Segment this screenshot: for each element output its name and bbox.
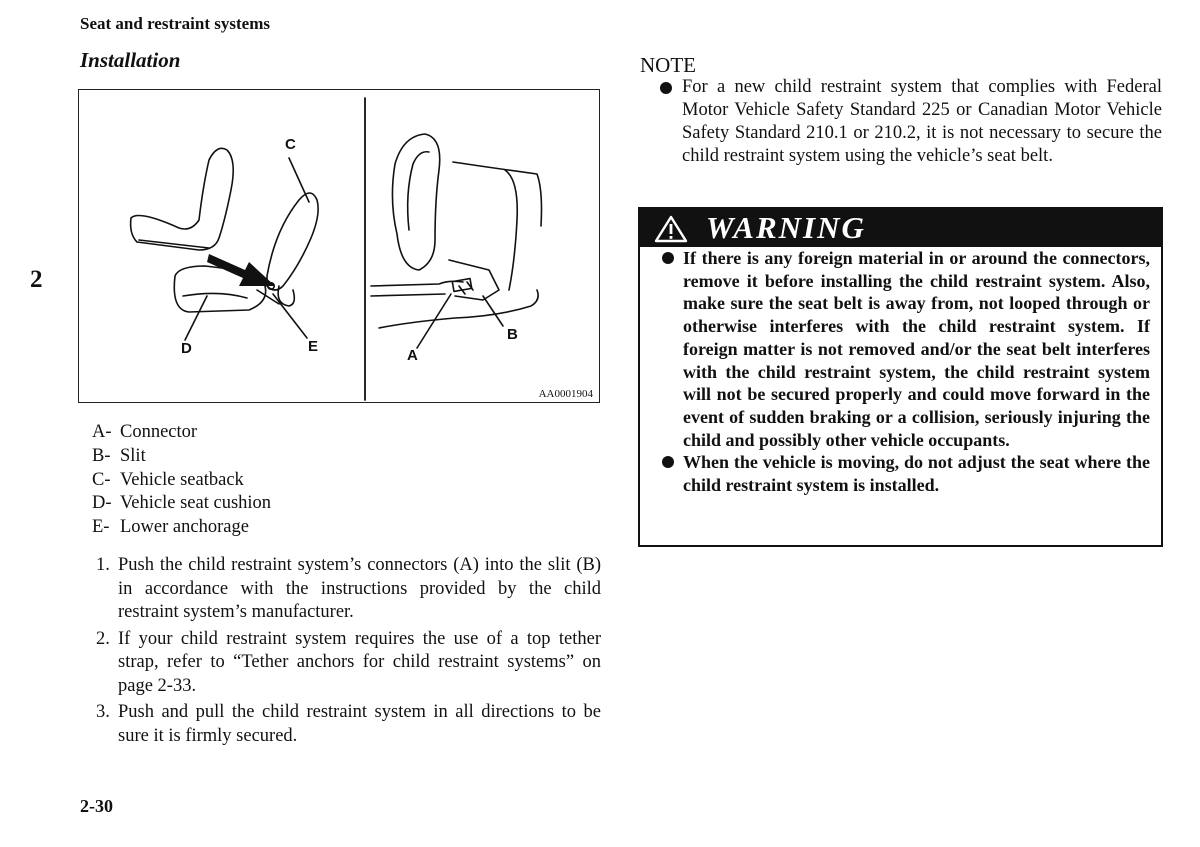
legend-item (92, 421, 271, 445)
step-item (96, 701, 601, 748)
label-b: B (507, 326, 518, 343)
legend-item (92, 516, 271, 540)
step-text: Push and pull the child restraint system in all directions to be sure it is firmly secured. (118, 702, 601, 746)
warning-triangle-icon (654, 215, 688, 243)
step-item (96, 628, 601, 699)
step-number: 3. (96, 702, 110, 722)
legend-key: B- (92, 445, 111, 466)
legend-key: A- (92, 422, 112, 442)
legend-item (92, 492, 271, 516)
label-e: E (308, 338, 319, 355)
legend-item (92, 469, 271, 493)
warning-title: WARNING (706, 210, 866, 245)
bullet-icon (660, 82, 672, 94)
legend-item (92, 445, 271, 469)
figure-legend (92, 421, 271, 540)
legend-text: Lower anchorage (120, 517, 249, 538)
seat-illustration (79, 90, 601, 404)
note-item (660, 76, 1162, 168)
legend-text: Vehicle seatback (120, 469, 244, 490)
warning-text: When the vehicle is moving, do not adjust the seat where the child restraint system is installed. (683, 452, 1150, 496)
step-number: 1. (96, 555, 110, 575)
step-text: Push the child restraint system’s connectors (A) into the slit (B) in accordance with the instructions provided by the child restraint system’s manufacturer. (118, 555, 601, 622)
legend-key: C- (92, 469, 111, 490)
legend-key: E- (92, 517, 110, 538)
warning-list (662, 247, 1150, 497)
label-d: D (181, 340, 192, 357)
installation-steps (96, 554, 601, 751)
label-c: C (285, 136, 296, 153)
page-number: 2-30 (80, 796, 113, 816)
legend-key: D- (92, 493, 112, 514)
warning-item (662, 451, 1150, 496)
legend-text: Slit (120, 445, 146, 466)
note-heading: NOTE (640, 53, 696, 77)
warning-header (640, 209, 1161, 247)
warning-item (662, 247, 1150, 451)
figure-code: AA0001904 (538, 388, 593, 400)
warning-text: If there is any foreign material in or around the connectors, remove it before installing the child restraint system. Also, make sure the seat belt is away from, not looped through or otherwise interferes with the child restraint system. If foreign matter is not removed and/or the seat belt interferes with the child restraint system, the child restraint system will not be secured properly and could move forward in the event of sudden braking or a collision, seriously injuring the child and possibly other vehicle occupants. (683, 248, 1150, 450)
bullet-icon (662, 252, 674, 264)
step-number: 2. (96, 628, 110, 649)
chapter-tab-number: 2 (30, 266, 43, 293)
installation-figure (78, 89, 600, 403)
label-a: A (407, 347, 418, 364)
legend-text: Vehicle seat cushion (120, 493, 272, 514)
note-text: For a new child restraint system that complies with Federal Motor Vehicle Safety Standard 225 or Canadian Motor Vehicle Safety Standard 210.1 or 210.2, it is not necessary to secure the child restraint system using the vehicle’s seat belt. (682, 77, 1162, 166)
legend-text: Connector (120, 422, 198, 442)
bullet-icon (662, 456, 674, 468)
section-title: Installation (80, 48, 181, 72)
warning-box (638, 207, 1163, 547)
running-header: Seat and restraint systems (80, 14, 270, 33)
step-item (96, 554, 601, 625)
step-text: If your child restraint system requires the use of a top tether strap, refer to “Tether anchors for child restraint systems” on page 2-33. (118, 628, 601, 696)
